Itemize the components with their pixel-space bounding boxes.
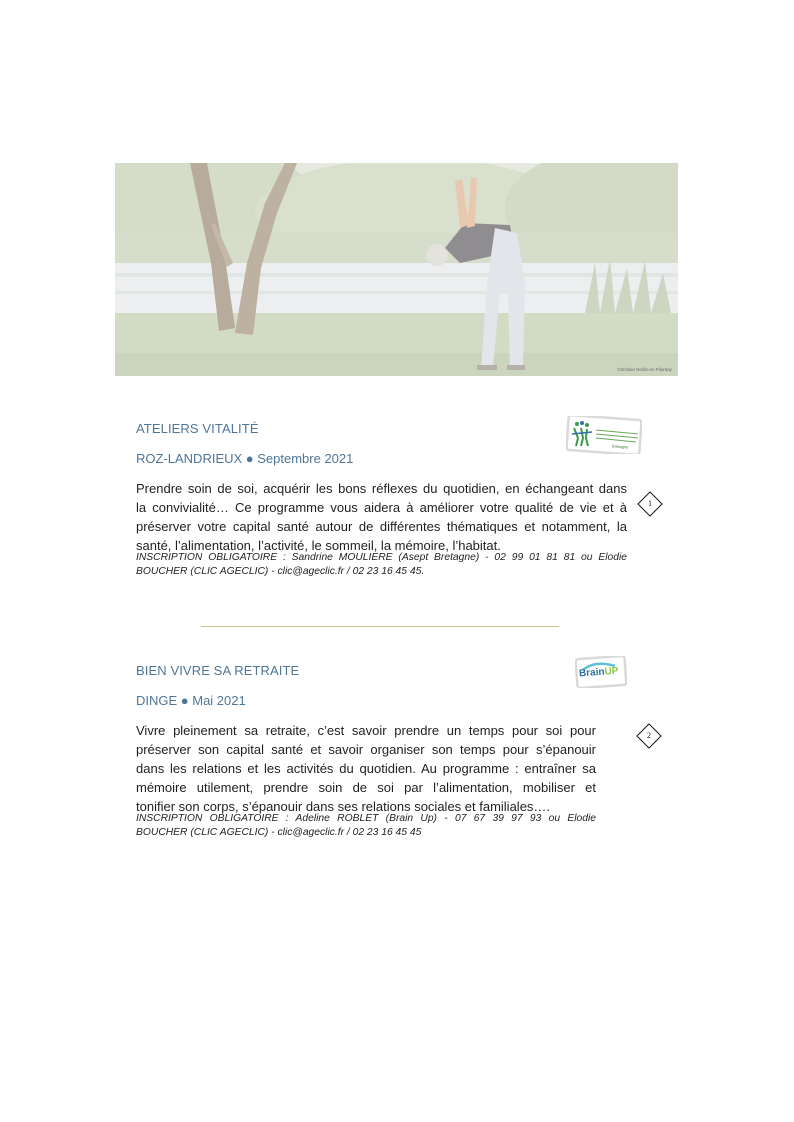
photo-credit: Christian Nodin-en Pilarbay <box>617 367 672 372</box>
section-2-line: dans les relations et les activités du quotidien. Au programme : entraîner sa <box>136 761 596 776</box>
section-2-number-badge <box>636 723 662 749</box>
section-2-body <box>136 721 596 816</box>
section-1-line: Prendre soin de soi, acquérir les bons réflexes du quotidien, en échangeant dans <box>136 481 627 496</box>
header-photo <box>115 163 678 376</box>
section-1-number-badge <box>637 491 663 517</box>
section-2-number: 2 <box>647 731 651 740</box>
section-1-title: ATELIERS VITALITÉ <box>136 421 259 436</box>
asept-logo <box>566 416 642 454</box>
section-1-line: santé, l’alimentation, l’activité, le sommeil, la mémoire, l’habitat. <box>136 538 501 553</box>
section-2-inscription <box>136 812 596 840</box>
section-2-title: BIEN VIVRE SA RETRAITE <box>136 663 300 678</box>
section-1-body <box>136 479 627 555</box>
section-2-line: mémoire utilement, prendre soin de soi par l’alimentation, mobiliser et <box>136 780 596 795</box>
section-1-number: 1 <box>648 499 652 508</box>
section-1-inscription-line: INSCRIPTION OBLIGATOIRE : Sandrine MOULIERE (Asept Bretagne) - 02 99 01 81 81 ou Elodie <box>136 552 627 563</box>
brainup-logo-label: Brain <box>578 666 605 680</box>
section-2-subtitle: DINGE ● Mai 2021 <box>136 693 246 708</box>
asept-logo-label: Bretagne <box>611 443 629 450</box>
section-divider <box>201 626 559 627</box>
section-2-line: Vivre pleinement sa retraite, c’est savoir prendre un temps pour soi pour <box>136 723 596 738</box>
section-2-inscription-line: INSCRIPTION OBLIGATOIRE : Adeline ROBLET (Brain Up) - 07 67 39 97 93 ou Elodie <box>136 813 596 824</box>
photo-illustration <box>115 163 678 376</box>
section-2-line: préserver son capital santé et savoir organiser son temps pour s’épanouir <box>136 742 596 757</box>
section-1-line: préserver votre capital santé autour de différentes thématiques et notamment, la <box>136 519 627 534</box>
section-2-line: tonifier son corps, s’épanouir dans ses relations sociales et familiales…. <box>136 799 551 814</box>
brainup-logo-label-up: UP <box>604 665 619 678</box>
section-1-inscription-line: BOUCHER (CLIC AGECLIC) - clic@ageclic.fr / 02 23 16 45 45. <box>136 566 425 577</box>
brainup-logo <box>575 656 627 688</box>
section-2-inscription-line: BOUCHER (CLIC AGECLIC) - clic@ageclic.fr / 02 23 16 45 45 <box>136 827 422 838</box>
section-1-line: la convivialité… Ce programme vous aidera à améliorer votre qualité de vie et à <box>136 500 627 515</box>
section-1-subtitle: ROZ-LANDRIEUX ● Septembre 2021 <box>136 451 354 466</box>
section-1-inscription <box>136 551 627 579</box>
asept-logo-icon <box>566 416 642 454</box>
